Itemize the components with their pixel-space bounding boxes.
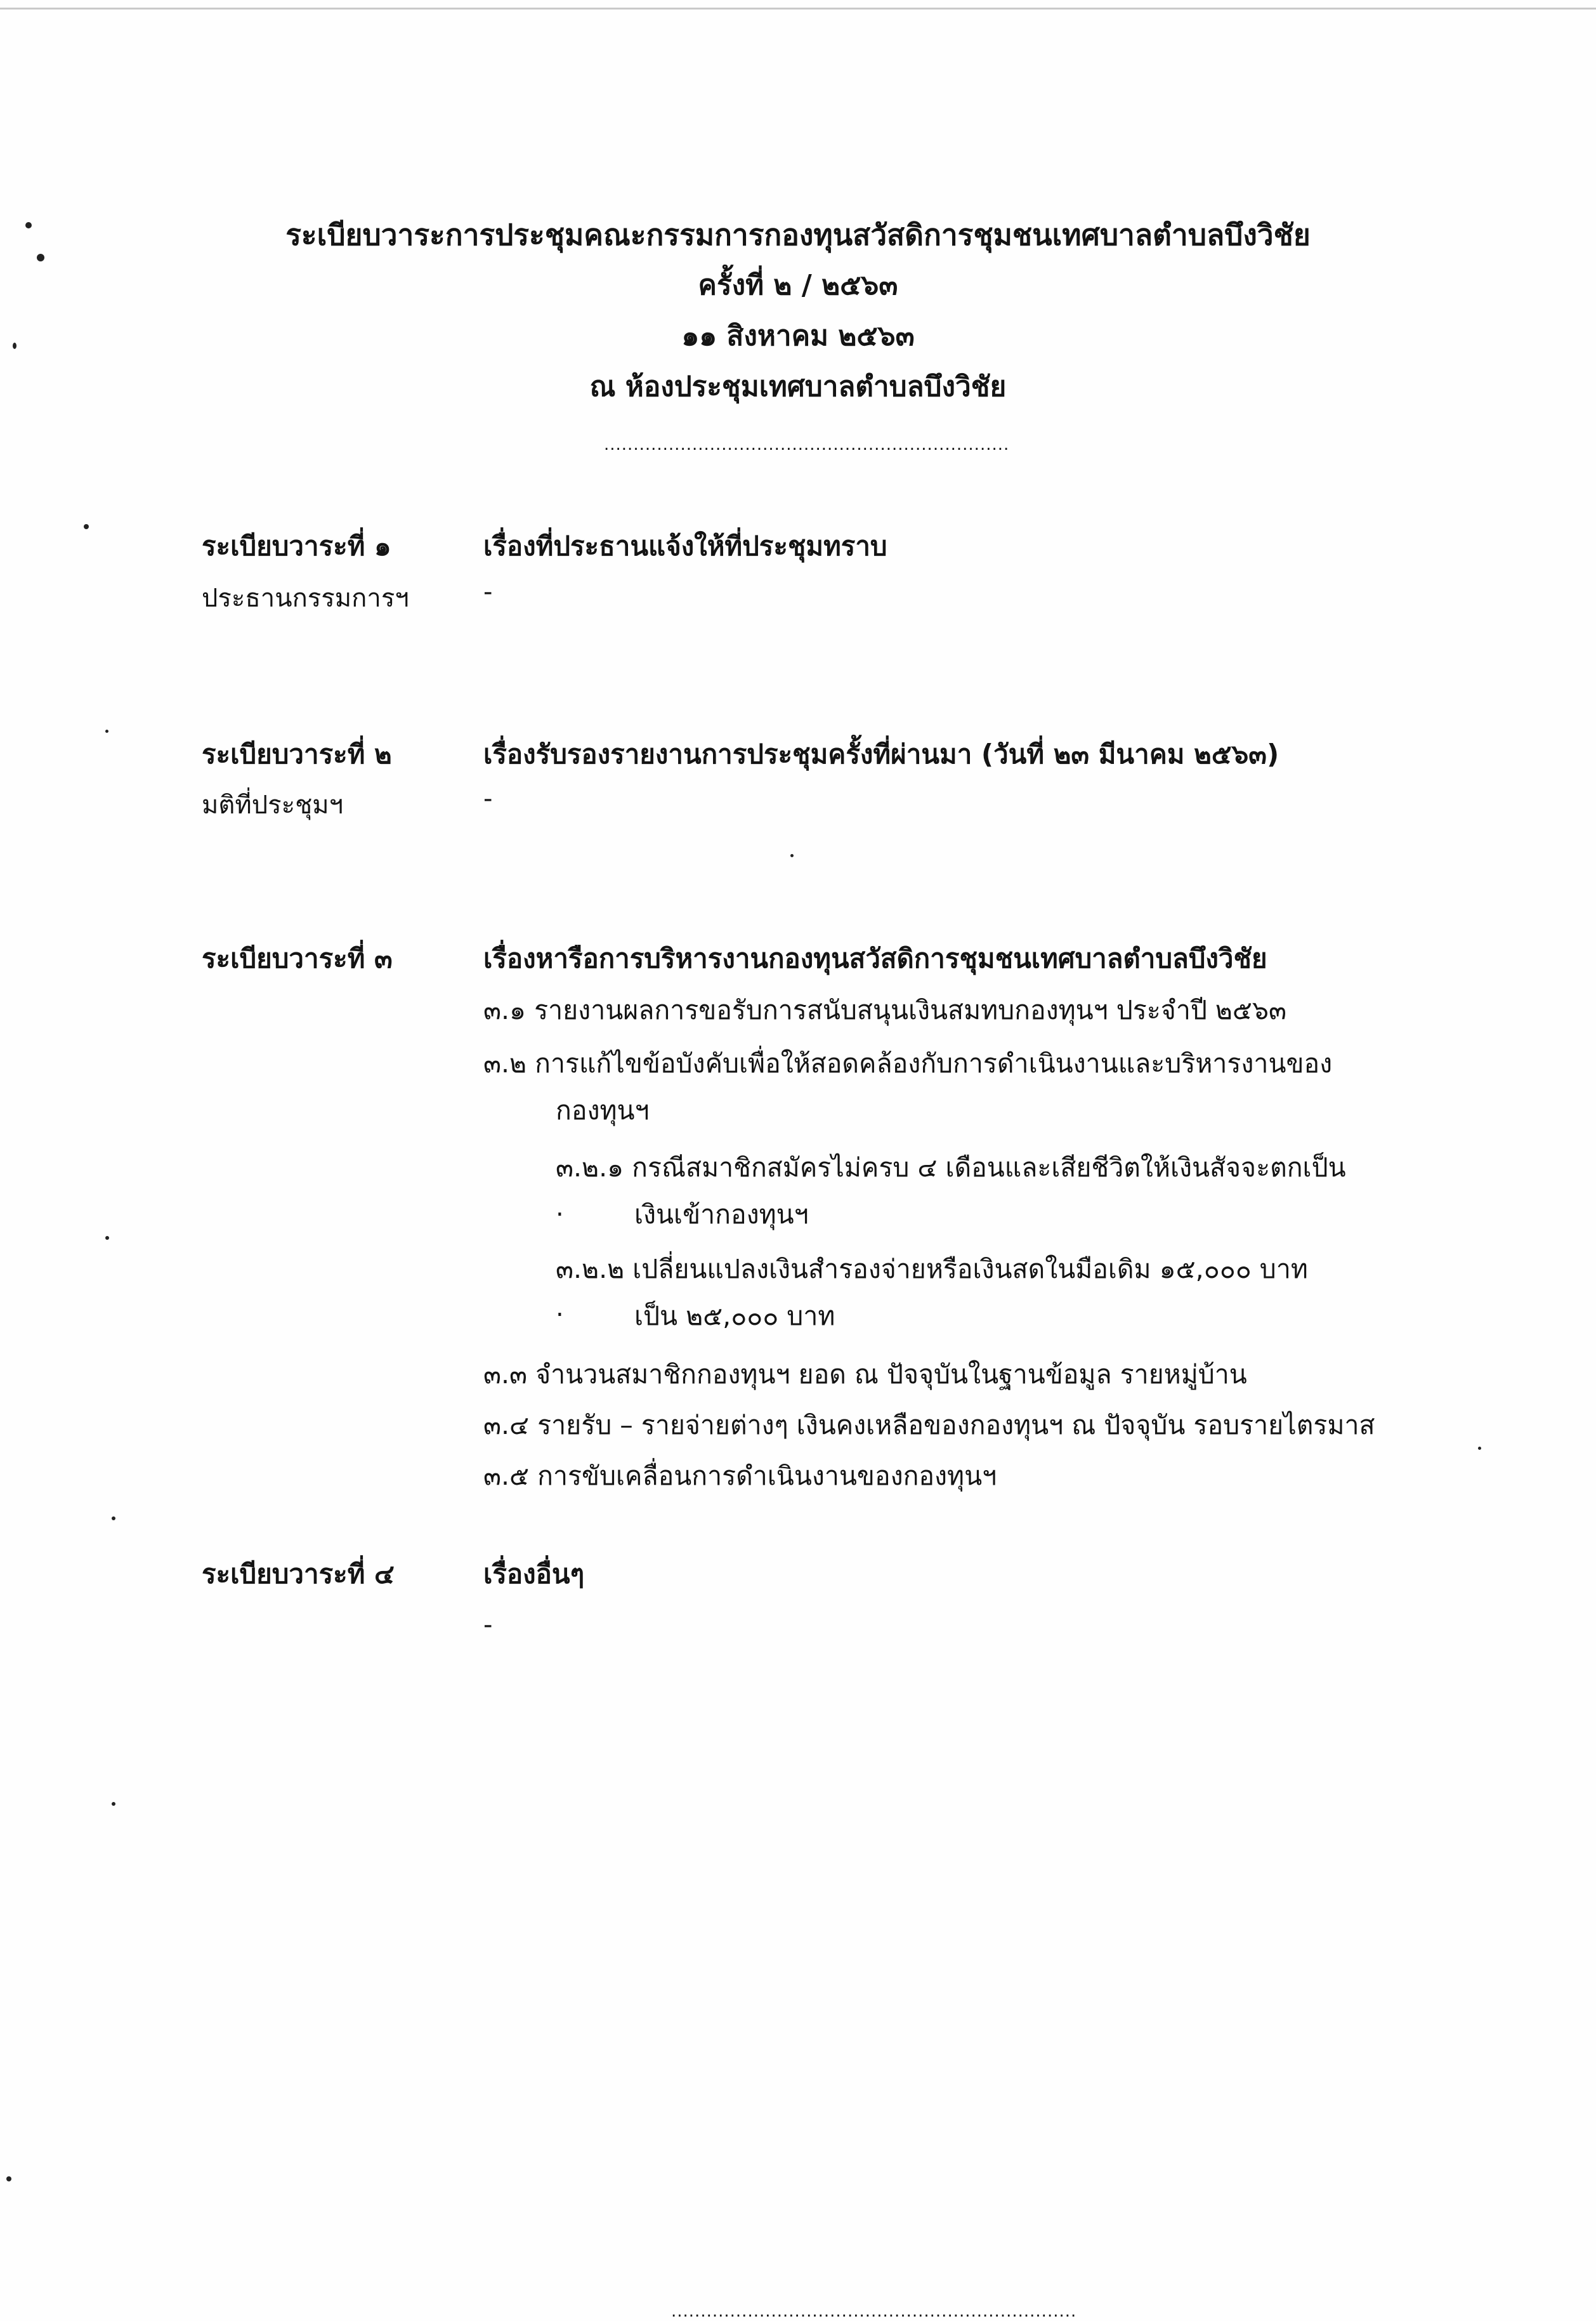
scan-speck: [37, 254, 44, 261]
scan-speck: [105, 1236, 109, 1240]
meeting-session: ครั้งที่ ๒ / ๒๕๖๓: [698, 269, 898, 301]
agenda-3-item-2-2-cont: เป็น ๒๕,๐๐๐ บาท: [634, 1301, 835, 1331]
meeting-venue: ณ ห้องประชุมเทศบาลตำบลบึงวิชัย: [589, 371, 1007, 403]
meeting-date: ๑๑ สิงหาคม ๒๕๖๓: [681, 320, 915, 352]
agenda-2-label: ระเบียบวาระที่ ๒: [202, 739, 392, 770]
agenda-3-item-3: ๓.๓ จำนวนสมาชิกกองทุนฯ ยอด ณ ปัจจุบันในฐานข้อมูล รายหมู่บ้าน: [483, 1359, 1247, 1390]
scan-speck: [25, 222, 32, 228]
agenda-3-label: ระเบียบวาระที่ ๓: [202, 943, 393, 974]
agenda-4-note: -: [483, 1610, 493, 1640]
agenda-3-item-2-1: ๓.๒.๑ กรณีสมาชิกสมัครไม่ครบ ๔ เดือนและเสียชีวิตให้เงินสัจจะตกเป็น: [556, 1152, 1346, 1183]
scan-speck: [13, 343, 16, 349]
scan-speck: [112, 1516, 115, 1520]
agenda-3-item-2: ๓.๒ การแก้ไขข้อบังคับเพื่อให้สอดคล้องกับการดำเนินงานและบริหารงานของ: [483, 1048, 1333, 1079]
scan-speck: [84, 524, 89, 529]
agenda-1-label: ระเบียบวาระที่ ๑: [202, 530, 391, 562]
scan-top-edge: [0, 8, 1596, 10]
agenda-4-label: ระเบียบวาระที่ ๔: [202, 1558, 395, 1589]
agenda-2-title: เรื่องรับรองรายงานการประชุมครั้งที่ผ่านมา (วันที่ ๒๓ มีนาคม ๒๕๖๓): [483, 739, 1279, 770]
footer-divider: .....................................................................: [671, 2302, 1077, 2321]
agenda-3-item-2-1-cont: เงินเข้ากองทุนฯ: [634, 1199, 809, 1230]
agenda-1-title: เรื่องที่ประธานแจ้งให้ที่ประชุมทราบ: [483, 530, 887, 562]
agenda-3-item-4: ๓.๔ รายรับ – รายจ่ายต่างๆ เงินคงเหลือของกองทุนฯ ณ ปัจจุบัน รอบรายไตรมาส: [483, 1410, 1375, 1440]
document-title: ระเบียบวาระการประชุมคณะกรรมการกองทุนสวัสดิการชุมชนเทศบาลตำบลบึงวิชัย: [285, 218, 1311, 252]
agenda-3-item-5: ๓.๕ การขับเคลื่อนการดำเนินงานของกองทุนฯ: [483, 1461, 997, 1491]
scan-speck: [112, 1802, 115, 1806]
agenda-4-title: เรื่องอื่นๆ: [483, 1558, 585, 1589]
continuation-mark: .: [556, 1193, 564, 1222]
document-header: [0, 209, 1596, 412]
scan-speck: [1478, 1447, 1481, 1450]
agenda-2-note-label: มติที่ประชุมฯ: [202, 791, 344, 820]
agenda-3-item-1: ๓.๑ รายงานผลการขอรับการสนับสนุนเงินสมทบกองทุนฯ ประจำปี ๒๕๖๓: [483, 995, 1287, 1025]
continuation-mark: .: [556, 1293, 564, 1322]
agenda-3-title: เรื่องหารือการบริหารงานกองทุนสวัสดิการชุมชนเทศบาลตำบลบึงวิชัย: [483, 943, 1267, 974]
agenda-3-item-2-2: ๓.๒.๒ เปลี่ยนแปลงเงินสำรองจ่ายหรือเงินสดในมือเดิม ๑๕,๐๐๐ บาท: [556, 1254, 1308, 1284]
agenda-1-note-label: ประธานกรรมการฯ: [202, 584, 409, 613]
agenda-2-note: -: [483, 784, 493, 813]
scan-speck: [6, 2176, 11, 2181]
scan-speck: [105, 730, 108, 733]
agenda-3-item-2-cont: กองทุนฯ: [556, 1095, 650, 1126]
agenda-1-note: -: [483, 577, 493, 607]
scan-speck: [790, 854, 794, 857]
header-divider: .....................................................................: [604, 435, 1010, 454]
